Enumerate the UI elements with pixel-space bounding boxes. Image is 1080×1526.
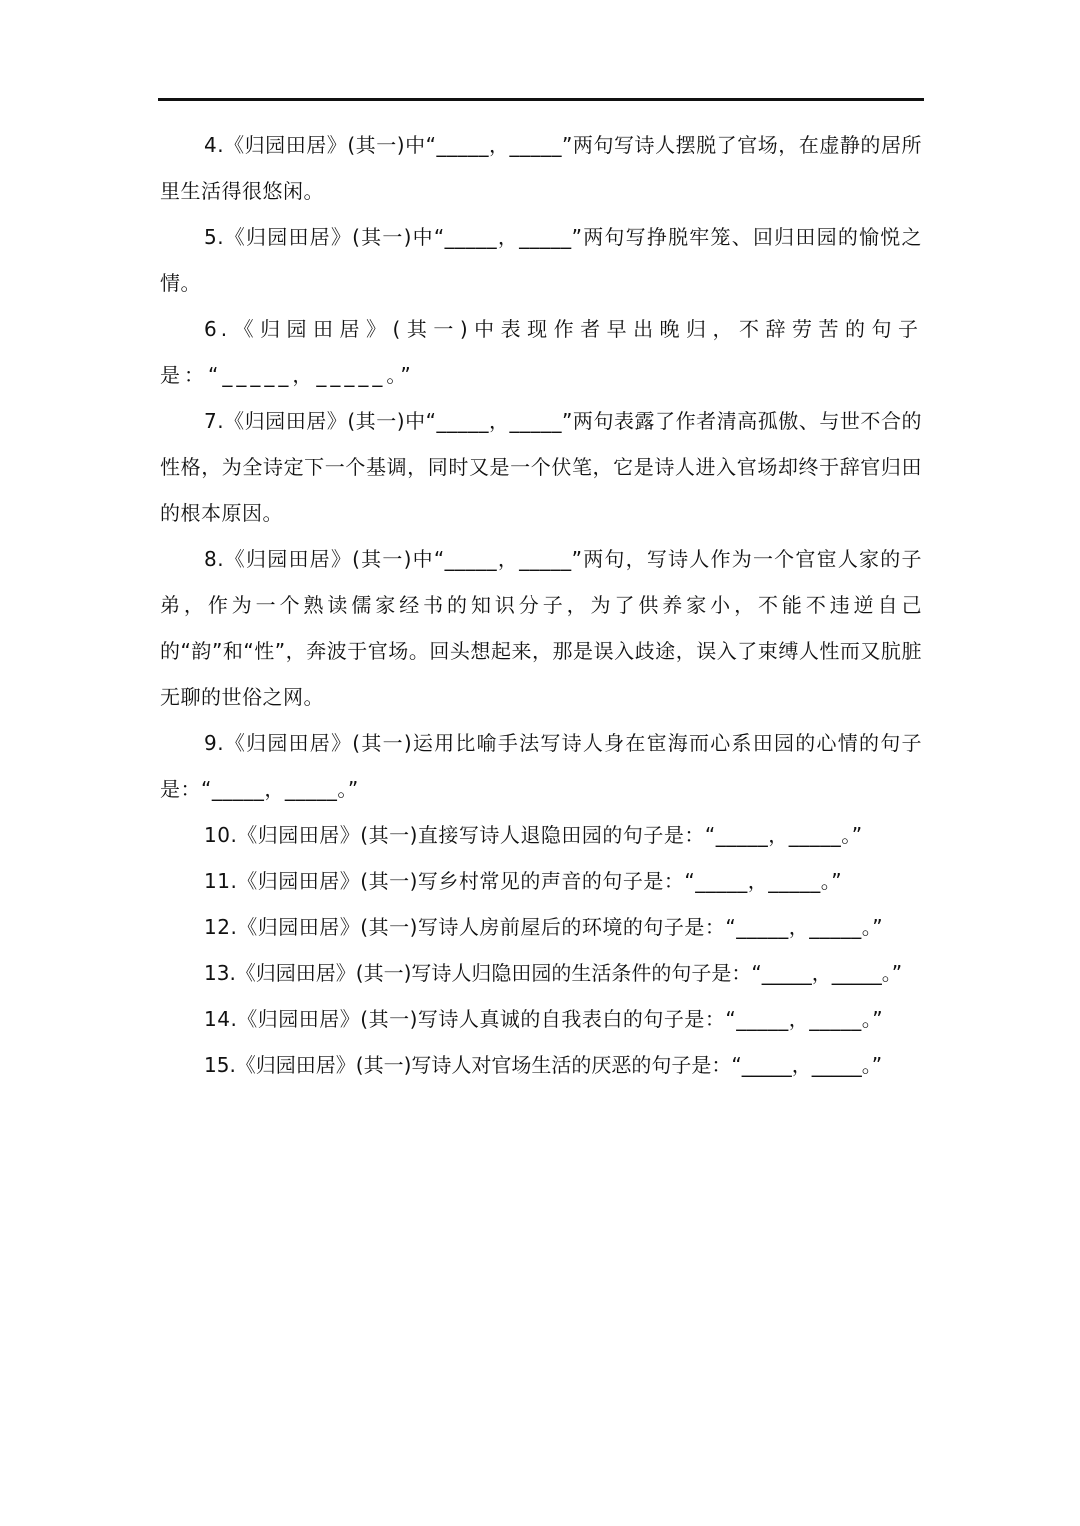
question-14: 14.《归园田居》(其一)写诗人真诚的自我表白的句子是：“_____，_____。” bbox=[204, 1007, 884, 1031]
question-4: 4.《归园田居》(其一)中“_____，_____”两句写诗人摆脱了官场，在虚静的居所里生活得很悠闲。 bbox=[160, 133, 922, 203]
question-5: 5.《归园田居》(其一)中“_____，_____”两句写挣脱牢笼、回归田园的愉悦之情。 bbox=[160, 225, 922, 295]
question-9: 9.《归园田居》(其一)运用比喻手法写诗人身在宦海而心系田园的心情的句子是：“_____，_____。” bbox=[160, 731, 922, 801]
question-12: 12.《归园田居》(其一)写诗人房前屋后的环境的句子是：“_____，_____。” bbox=[204, 915, 884, 939]
question-15: 15.《归园田居》(其一)写诗人对官场生活的厌恶的句子是：“_____，_____。” bbox=[204, 1053, 883, 1077]
question-list bbox=[160, 122, 922, 1088]
question-6: 6.《归园田居》(其一)中表现作者早出晚归，不辞劳苦的句子是：“_____，_____。” bbox=[160, 317, 922, 387]
question-7: 7.《归园田居》(其一)中“_____，_____”两句表露了作者清高孤傲、与世不合的性格，为全诗定下一个基调，同时又是一个伏笔，它是诗人进入官场却终于辞官归田的根本原因。 bbox=[160, 409, 922, 525]
question-8: 8.《归园田居》(其一)中“_____，_____”两句，写诗人作为一个官宦人家的子弟，作为一个熟读儒家经书的知识分子，为了供养家小，不能不违逆自己的“韵”和“性”，奔波于官场。回头想起来，那是误入歧途，误入了束缚人性而又肮脏无聊的世俗之网。 bbox=[160, 547, 922, 709]
question-11: 11.《归园田居》(其一)写乡村常见的声音的句子是：“_____，_____。” bbox=[204, 869, 843, 893]
header-rule bbox=[158, 98, 924, 101]
question-10: 10.《归园田居》(其一)直接写诗人退隐田园的句子是：“_____，_____。” bbox=[204, 823, 863, 847]
question-13: 13.《归园田居》(其一)写诗人归隐田园的生活条件的句子是：“_____，_____。” bbox=[204, 961, 903, 985]
